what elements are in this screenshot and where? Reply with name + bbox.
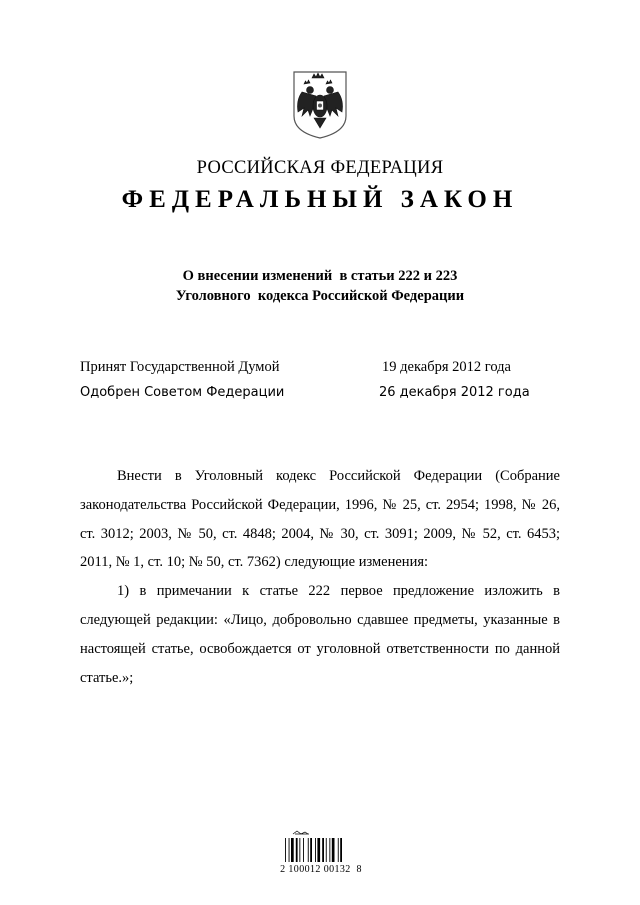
- duma-adoption-label: Принят Государственной Думой: [80, 359, 280, 375]
- law-title-line-2: Уголовного кодекса Российской Федерации: [175, 288, 465, 304]
- council-approval-date: 26 декабря 2012 года: [379, 385, 530, 400]
- country-name: РОССИЙСКАЯ ФЕДЕРАЦИЯ: [196, 158, 444, 178]
- duma-adoption-row: [80, 354, 540, 380]
- council-approval-label: Одобрен Советом Федерации: [80, 385, 285, 400]
- law-title-line-1: О внесении изменений в статьи 222 и 223: [182, 268, 458, 284]
- barcode-number: 2 100012 00132 8: [280, 864, 362, 875]
- law-title: [0, 266, 640, 306]
- body-paragraph-1: Внести в Уголовный кодекс Российской Федерации (Собрание законодательства Российской Федерации, 1996, № 25, ст. 2954; 1998, № 26, ст. 3012; 2003, № 50, ст. 4848; 2004, № 30, ст. 3091; 2009, № 52, ст. 6453; 2011, № 1, ст. 10; № 50, ст. 7362) следующие изменения:: [80, 468, 560, 571]
- law-body: [80, 462, 560, 692]
- duma-adoption-date: 19 декабря 2012 года: [382, 359, 511, 375]
- body-paragraph-2: 1) в примечании к статье 222 первое предложение изложить в следующей редакции: «Лицо, добровольно сдавшее предметы, указанные в настоящей статье, освобождается от уголовной ответственности по данной статье.»;: [80, 583, 560, 686]
- council-approval-row: [80, 380, 540, 406]
- adoption-block: [80, 354, 540, 406]
- document-type: ФЕДЕРАЛЬНЫЙ ЗАКОН: [121, 186, 519, 213]
- coat-of-arms-emblem: [288, 66, 352, 142]
